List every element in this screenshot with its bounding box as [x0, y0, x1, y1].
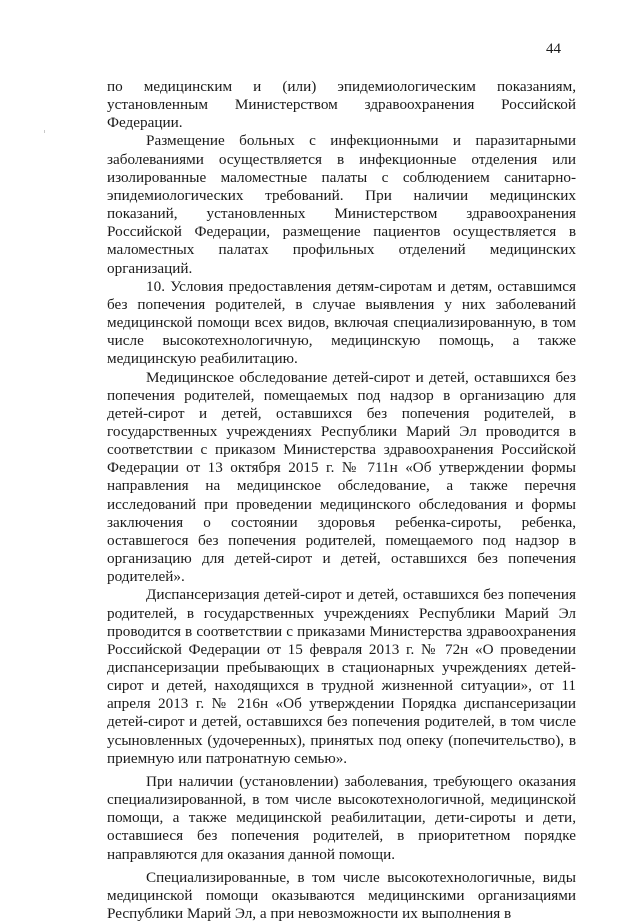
paragraph-infectious-placement: Размещение больных с инфекционными и паразитарными заболеваниями осуществляется в инфекционные отделения или изолированные маломестные палаты с соблюдением санитарно-эпидемиологических требований. При наличии медицинских показаний, установленных Министерством здравоохранения Российской Федерации, размещение пациентов осуществляется в маломестных палатах профильных отделений медицинских организаций.: [107, 132, 576, 277]
document-body: [107, 78, 576, 923]
paragraph-continuation: по медицинским и (или) эпидемиологическим показаниям, установленным Министерством здравоохранения Российской Федерации.: [107, 78, 576, 132]
margin-mark: [44, 130, 45, 133]
page-number: 44: [546, 41, 561, 57]
paragraph-section-10-heading: 10. Условия предоставления детям-сиротам и детям, оставшимся без попечения родителей, в случае выявления у них заболеваний медицинской помощи всех видов, включая специализированную, в том числе высокотехнологичную, медицинскую помощь, а также медицинскую реабилитацию.: [107, 277, 576, 368]
paragraph-dispensary: Диспансеризация детей-сирот и детей, оставшихся без попечения родителей, в государственных учреждениях Республики Марий Эл проводится в соответствии с приказами Министерства здравоохранения Российской Федерации от 15 февраля 2013 г. № 72н «О проведении диспансеризации пребывающих в стационарных учреждениях детей-сирот и детей, находящихся в трудной жизненной ситуации», от 11 апреля 2013 г. № 216н «Об утверждении Порядка диспансеризации детей-сирот и детей, оставшихся без попечения родителей, в том числе усыновленных (удочеренных), принятых под опеку (попечительство), в приемную или патронатную семью».: [107, 586, 576, 767]
paragraph-medical-examination: Медицинское обследование детей-сирот и детей, оставшихся без попечения родителей, помещаемых под надзор в организацию для детей-сирот и детей, оставшихся без попечения родителей, в государственных учреждениях Республики Марий Эл проводится в соответствии с приказом Министерства здравоохранения Российской Федерации от 13 октября 2015 г. № 711н «Об утверждении формы направления на медицинское обследование, а также перечня исследований при проведении медицинского обследования и формы заключения о состоянии здоровья ребенка-сироты, ребенка, оставшегося без попечения родителей, помещаемого под надзор в организацию для детей-сирот и детей, оставшихся без попечения родителей».: [107, 368, 576, 586]
paragraph-high-tech-care: Специализированные, в том числе высокотехнологичные, виды медицинской помощи оказываются медицинскими организациями Республики Марий Эл, а при невозможности их выполнения в: [107, 868, 576, 923]
paragraph-specialized-referral: При наличии (установлении) заболевания, требующего оказания специализированной, в том числе высокотехнологичной, медицинской помощи, а также медицинской реабилитации, дети-сироты и дети, оставшиеся без попечения родителей, в приоритетном порядке направляются для оказания данной помощи.: [107, 772, 576, 863]
